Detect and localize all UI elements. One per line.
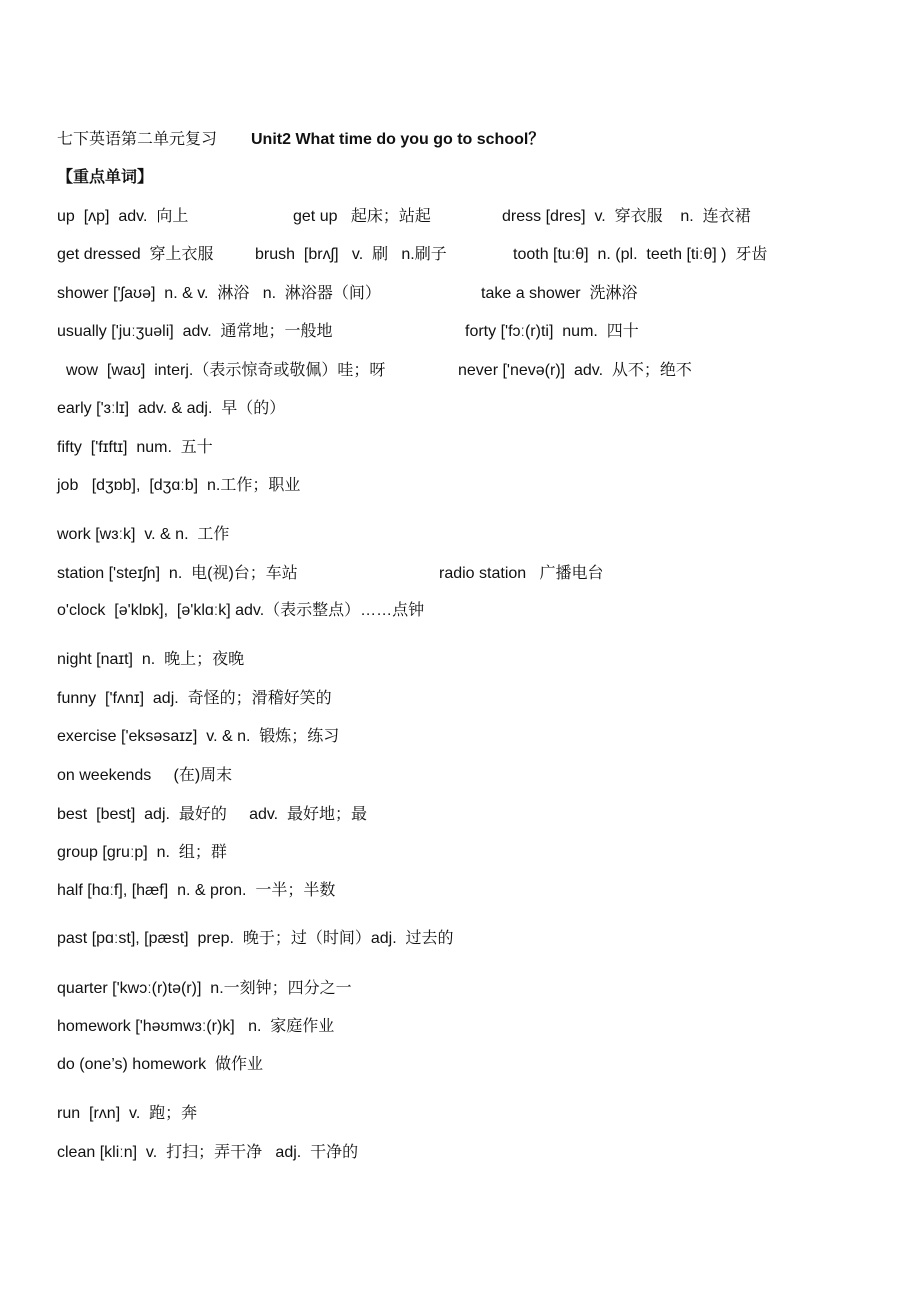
- vocab-row: [0, 977, 352, 1001]
- vocab-entry-station: station ['steɪʃn] n. 电(视)台；车站: [57, 565, 298, 582]
- vocab-row: [0, 1015, 335, 1039]
- vocab-row: [0, 320, 639, 344]
- vocab-entry-never: never ['nevə(r)] adv. 从不；绝不: [458, 362, 692, 379]
- vocab-row: [0, 397, 286, 421]
- vocab-entry-run: run [rʌn] v. 跑；奔: [57, 1105, 198, 1122]
- vocab-entry-quarter: quarter ['kwɔː(r)tə(r)] n.一刻钟；四分之一: [57, 980, 352, 997]
- vocab-entry-early: early ['ɜːlɪ] adv. & adj. 早（的）: [57, 400, 286, 417]
- section-heading-text: 【重点单词】: [57, 169, 154, 186]
- vocab-entry-exercise: exercise ['eksəsaɪz] v. & n. 锻炼；练习: [57, 728, 340, 745]
- vocab-entry-do-homework: do (one’s) homework 做作业: [57, 1056, 264, 1073]
- title-english: Unit2 What time do you go to school？: [251, 131, 545, 148]
- vocab-entry-dress: dress [dres] v. 穿衣服 n. 连衣裙: [502, 208, 751, 225]
- section-heading: [0, 166, 154, 190]
- title-chinese: 七下英语第二单元复习: [57, 131, 218, 148]
- vocab-row: [0, 1141, 359, 1165]
- vocab-entry-oclock: o'clock [ə'klɒk], [ə'klɑːk] adv.（表示整点）……点钟: [57, 602, 425, 619]
- vocab-row: [0, 562, 604, 586]
- vocab-row: [0, 243, 768, 267]
- vocab-row: [0, 205, 751, 229]
- vocab-entry-work: work [wɜːk] v. & n. 工作: [57, 526, 230, 543]
- vocab-row: [0, 1053, 264, 1077]
- vocab-row: [0, 523, 230, 547]
- vocab-row: [0, 725, 340, 749]
- vocab-entry-job: job [dʒɒb], [dʒɑːb] n.工作；职业: [57, 477, 301, 494]
- vocab-entry-usually: usually ['juːʒuəli] adv. 通常地；一般地: [57, 323, 333, 340]
- vocab-row: [0, 764, 233, 788]
- vocab-entry-get-up: get up 起床；站起: [293, 208, 431, 225]
- vocab-entry-radio-station: radio station 广播电台: [439, 565, 604, 582]
- vocab-entry-past: past [pɑːst], [pæst] prep. 晚于；过（时间）adj. 过去的: [57, 930, 454, 947]
- vocab-entry-get-dressed: get dressed 穿上衣服: [57, 246, 214, 263]
- vocab-row: [0, 687, 332, 711]
- vocab-entry-homework: homework ['həʊmwɜː(r)k] n. 家庭作业: [57, 1018, 335, 1035]
- vocab-entry-clean: clean [kliːn] v. 打扫；弄干净 adj. 干净的: [57, 1144, 359, 1161]
- vocab-entry-funny: funny ['fʌnɪ] adj. 奇怪的；滑稽好笑的: [57, 690, 332, 707]
- vocab-row: [0, 648, 245, 672]
- vocab-entry-fifty: fifty ['fɪftɪ] num. 五十: [57, 439, 213, 456]
- vocab-row: [0, 1102, 198, 1126]
- vocab-row: [0, 927, 454, 951]
- vocab-entry-up: up [ʌp] adv. 向上: [57, 208, 189, 225]
- vocab-entry-night: night [naɪt] n. 晚上；夜晚: [57, 651, 245, 668]
- vocab-row: [0, 879, 336, 903]
- document-title: [0, 128, 545, 152]
- vocab-entry-half: half [hɑːf], [hæf] n. & pron. 一半；半数: [57, 882, 336, 899]
- vocab-row: [0, 436, 213, 460]
- vocab-entry-shower: shower ['ʃaʊə] n. & v. 淋浴 n. 淋浴器（间）: [57, 285, 381, 302]
- vocab-entry-take-a-shower: take a shower 洗淋浴: [481, 285, 638, 302]
- vocab-entry-wow: wow [waʊ] interj.（表示惊奇或敬佩）哇；呀: [66, 362, 386, 379]
- vocab-row: [0, 474, 301, 498]
- vocab-row: [0, 841, 227, 865]
- vocab-entry-on-weekends: on weekends (在)周末: [57, 767, 233, 784]
- vocab-row: [0, 599, 425, 623]
- vocab-row: [0, 359, 692, 383]
- vocab-entry-brush: brush [brʌʃ] v. 刷 n.刷子: [255, 246, 447, 263]
- vocab-entry-group: group [gruːp] n. 组；群: [57, 844, 227, 861]
- vocab-entry-best: best [best] adj. 最好的 adv. 最好地；最: [57, 806, 368, 823]
- vocab-row: [0, 282, 638, 306]
- vocab-entry-forty: forty ['fɔː(r)ti] num. 四十: [465, 323, 639, 340]
- vocab-entry-tooth: tooth [tuːθ] n. (pl. teeth [tiːθ] ) 牙齿: [513, 246, 768, 263]
- vocab-row: [0, 803, 368, 827]
